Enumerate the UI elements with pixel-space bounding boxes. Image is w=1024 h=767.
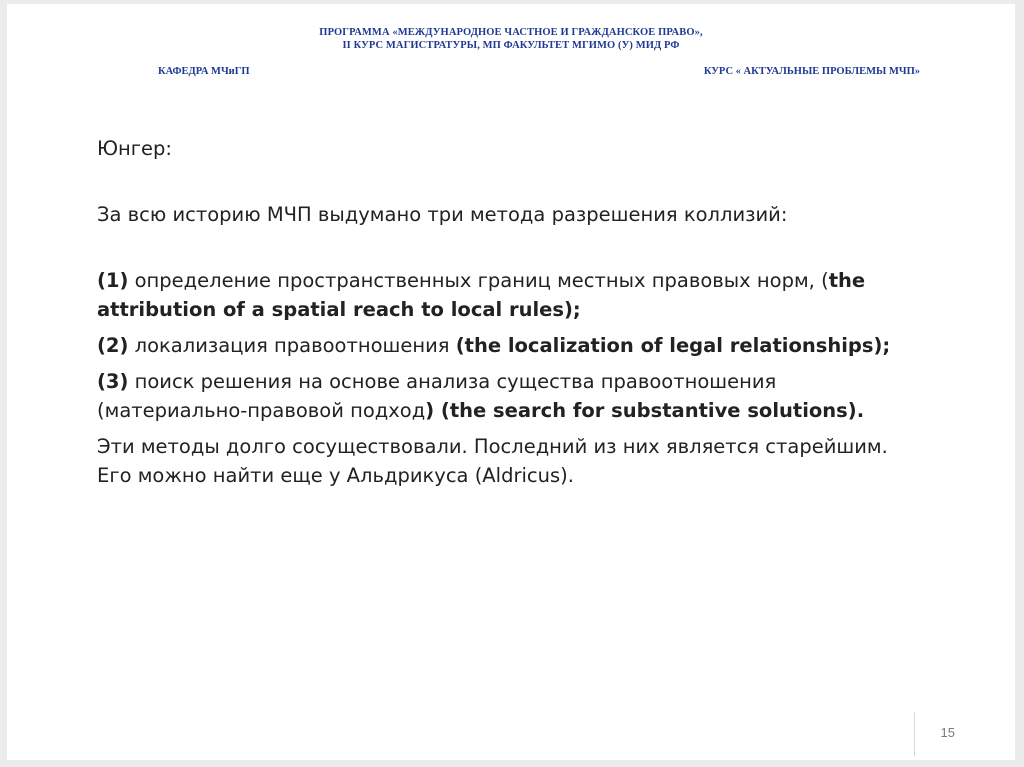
method-english: the attribution of a spatial reach to local rules);: [97, 269, 866, 321]
page-number: 15: [940, 725, 955, 740]
program-header: [7, 26, 1015, 52]
method-item-3: [97, 367, 917, 425]
method-item-1: [97, 266, 917, 324]
method-text: локализация правоотношения: [128, 334, 456, 357]
conclusion-text: Эти методы долго сосуществовали. Последний из них является старейшим. Его можно найти еще у Альдрикуса (Aldricus).: [97, 435, 888, 487]
method-english: (the localization of legal relationships);: [455, 334, 891, 357]
method-number: (1): [97, 269, 129, 292]
course-label: КУРС « АКТУАЛЬНЫЕ ПРОБЛЕМЫ МЧП»: [703, 66, 920, 77]
department-label: КАФЕДРА МЧиГП: [158, 66, 250, 77]
author-line: Юнгер:: [97, 137, 172, 160]
method-text: поиск решения на основе анализа существа правоотношения (материально-правовой подход: [97, 370, 777, 422]
method-item-2: [97, 331, 917, 360]
method-number: (2): [97, 334, 129, 357]
header-line-2: II КУРС МАГИСТРАТУРЫ, МП ФАКУЛЬТЕТ МГИМО (У) МИД РФ: [342, 40, 680, 51]
header-line-1: ПРОГРАММА «МЕЖДУНАРОДНОЕ ЧАСТНОЕ И ГРАЖДАНСКОЕ ПРАВО»,: [319, 27, 703, 38]
method-number: (3): [97, 370, 129, 393]
slide-content: [97, 134, 917, 490]
footer-divider: [914, 712, 915, 756]
intro-line: За всю историю МЧП выдумано три метода разрешения коллизий:: [97, 203, 788, 226]
method-text: определение пространственных границ местных правовых норм, (: [128, 269, 829, 292]
method-english: ) (the search for substantive solutions).: [425, 399, 865, 422]
slide: [7, 4, 1015, 760]
